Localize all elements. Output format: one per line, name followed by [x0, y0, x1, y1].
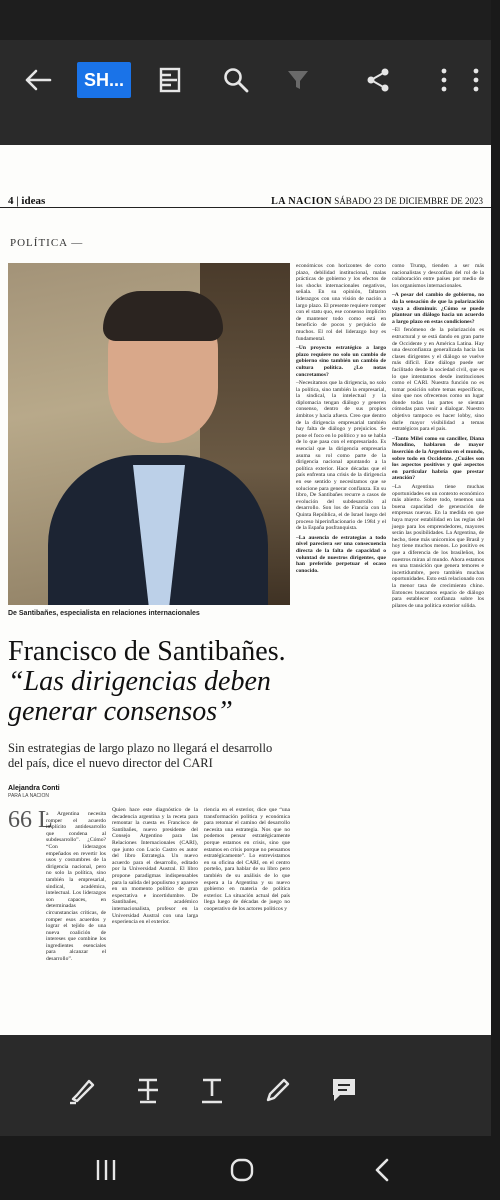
more-vertical-icon[interactable] — [452, 58, 500, 102]
column-5 — [392, 263, 484, 921]
back-icon[interactable] — [362, 1150, 402, 1190]
section-label: POLÍTICA — — [10, 237, 84, 249]
question-2: –La ausencia de estrategias a todo nivel pareciera ser una consecuencia directa de la falta de capacidad o voluntad de nuestros dirigentes, que han preferido perpetuar el ocaso conocido. — [296, 534, 386, 574]
column-4-text-a: económicos con horizontes de corto plazo, debilidad institucional, malas prácticas de gobierno y los efectos de los shocks internacionales negativos, señala. En su opinión, faltaron liderazgos con una visión de nación a largo plazo. El presente requiere romper con el statu quo, ese consenso implícito de mantener todo como está en beneficio de pocos y perjuicio de muchos. El rol del liderazgo hoy es fundamental. — [296, 263, 386, 342]
column-1-text: a Argentina necesita romper el acuerdo implícito antidesarrollo que condena al subdesarrollo”. ¿Cómo? “Con liderazgos empeñados en revertir los usos y costumbres de la dirigencia nacional, pero no solo la política, sino también la empresarial, sindical, académica, intelectual. Los liderazgos son capaces, en determinadas circunstancias críticas, de romper esos acuerdos y lograr el tejido de una nueva coalición de intereses que combine los ingredientes esenciales para alcanzar el desarrollo”. — [46, 811, 106, 963]
page-header-left: 4 | ideas — [8, 195, 46, 207]
annotation-toolbar — [0, 1046, 491, 1136]
document-viewport[interactable] — [0, 130, 491, 1046]
author-name: Alejandra Conti — [8, 785, 60, 792]
select-highlight-button[interactable]: SH... — [77, 62, 131, 98]
photo-hair — [103, 291, 223, 341]
column-5-text-a: como Trump, tienden a ser más nacionalistas y desconfían del rol de la colaboración entre países por medio de los organismos internacionales. — [392, 263, 484, 289]
newspaper-page — [0, 145, 491, 1035]
paper-name: LA NACION — [271, 196, 332, 207]
status-bar — [0, 0, 491, 40]
home-icon[interactable] — [222, 1150, 262, 1190]
headline-quote: “Las dirigencias deben generar consensos” — [8, 666, 271, 727]
highlighter-icon[interactable] — [60, 1068, 104, 1112]
headline-name: Francisco de Santibañes. — [8, 636, 286, 667]
column-5-text-c: –La Argentina tiene muchas oportunidades en un contexto económico más abierto. Sobre todo, tenemos una buena capacidad de generación de empresas nuevas. En la medida en que haya mayor estabilidad en las reglas del juego para los emprendedores, mayores serán las posibilidades. La Argentina, de hecho, tiene más unicornios que Brasil y hoy tiene muchos menos. Lo positivo es que a diferencia de los brasileños, los nuestros miran al mundo. Ahora estamos en una transición que genera temores e incertidumbre, pero también muchas oportunidades. Esto está relacionado con la menor tasa de crecimiento chino. Entonces buscamos espacio de diálogo para establecer confianza sobre los pilares de una política exterior sólida. — [392, 484, 484, 609]
recent-apps-icon[interactable] — [86, 1150, 126, 1190]
article-subheadline: Sin estrategias de largo plazo no llegará el desarrollo del país, dice el nuevo director del CARI — [8, 741, 273, 770]
question-3: –A pesar del cambio de gobierno, no da la sensación de que la polarización vaya a disminuir. ¿Cómo se puede plantear un diálogo hacia un acuerdo a largo plazo en estas condiciones? — [392, 292, 484, 325]
filter-icon[interactable] — [274, 58, 322, 102]
drop-cap: 66 L — [8, 807, 53, 833]
search-icon[interactable] — [212, 58, 260, 102]
system-nav-bar — [0, 1136, 491, 1200]
comment-icon[interactable] — [322, 1068, 366, 1112]
column-3-text: riencia en el exterior, dice que “una transformación política y económica para retomar el camino del desarrollo necesita una estrategia. Nos que no podemos pensar estratégicamente porque estamos en crisis, sino que estamos en crisis porque no pensamos estratégicamente”. Lo entrevistamos en su oficina del CARI, en el centro porteño, para hablar de su libro pero también de su análisis de lo que espera a la Argentina y su nuevo gobierno en materia de política exterior. La situación actual del país llega luego de décadas de juego no cooperativo de los actores políticos y — [204, 807, 290, 912]
question-4: –Tanto Milei como su canciller, Diana Mondino, hablaron de mayor inserción de la Argentina en el mundo, sobre todo en Occidente. ¿Cuáles son los aspectos positivos y qué aspectos en particular habría que prestar atención? — [392, 435, 484, 482]
article-photo — [8, 263, 290, 605]
strikethrough-icon[interactable] — [126, 1068, 170, 1112]
header-divider — [0, 207, 491, 208]
share-icon[interactable] — [354, 58, 402, 102]
text-layout-icon[interactable] — [146, 58, 194, 102]
column-2-text: Quien hace este diagnóstico de la decadencia argentina y la receta para remontar la cuesta es Francisco de Santibañes, nuevo presidente del Consejo Argentino para las Relaciones Internacionales (CARI), que junto con Lucio Castro es autor del libro Estrategia. Un nuevo acuerdo para el desarrollo, editado por la Universidad Austral. El libro propone paradigmas indispensables para la salida del populismo y aparece en un momento político de gran expectativa e incertidumbre. De Santibañes, académico internacionalista, profesor en la Universidad Austral con una larga experiencia en el exterior. — [112, 807, 198, 926]
author-org: PARA LA NACION — [8, 793, 50, 799]
question-1: –Un proyecto estratégico a largo plazo requiere no solo un cambio de gobierno sino también un cambio de cultura política. ¿Lo notas concretamos? — [296, 345, 386, 378]
column-4-text-b: –Necesitamos que la dirigencia, no solo la política, sino también la empresarial, la sindical, la intelectual y la diplomacia tengan diálogo y generen consenso, dentro de sus propios ámbitos y hacia afuera. Creo que dentro de la dirigencia empresarial también hay falta de diálogo y prejuicios. Se pone el foco en lo político y no se habla de lo que pasa con el empresariado. Es esencial que la dirigencia empresaria asuma su rol como parte de la dirigencia nacional apuntando a la política exterior. Hace décadas que el país enfrenta una crisis de la dirigencia en ese sentido y necesitamos que se solucione para generar confianza. En su libro, De Santibañes recurre a casos de evolución del subdesarrollo al desarrollo. Son los de Francia con la Quinta República, el de Israel luego del proceso hiperinflacionario de 1984 y el de la España posfranquista. — [296, 380, 386, 532]
pen-icon[interactable] — [256, 1068, 300, 1112]
article-headline — [8, 637, 290, 727]
photo-caption: De Santibañes, especialista en relaciones internacionales — [8, 610, 200, 617]
column-5-text-b: –El fenómeno de la polarización es estructural y se está dando en gran parte de Occidente y en América Latina. Hay una desconfianza generalizada hacia las clases dirigentes y el diálogo se vuelve más difícil. Este diálogo puede ser facilitado desde la sociedad civil, que es lo que intentamos desde instituciones como el CARI. Nuestra función no es tomar posición sobre temas específicos, sino que nos ofrecemos como un lugar donde todas las partes se sientan cómodas para venir a dialogar. Nuestro objetivo tampoco es hacer lobby, sino darle mayor visibilidad a temas estratégicos para el país. — [392, 327, 484, 433]
top-toolbar — [0, 40, 491, 130]
issue-date: SÁBADO 23 DE DICIEMBRE DE 2023 — [334, 196, 483, 206]
underline-icon[interactable] — [190, 1068, 234, 1112]
column-4 — [296, 263, 386, 921]
back-arrow-icon[interactable] — [14, 58, 62, 102]
page-header-right — [271, 196, 483, 207]
